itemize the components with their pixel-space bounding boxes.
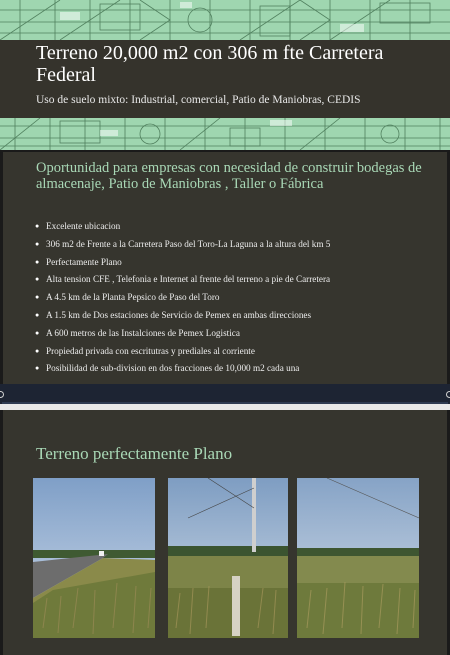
list-item bbox=[35, 218, 445, 236]
land-use-subtitle: Uso de suelo mixto: Industrial, comercial, Patio de Maniobras, CEDIS bbox=[36, 94, 361, 106]
land-photo-field bbox=[297, 478, 419, 638]
list-item-text: Perfectamente Plano bbox=[46, 256, 122, 267]
bullet-icon: ● bbox=[35, 310, 40, 319]
feature-list bbox=[35, 218, 445, 378]
land-photo-post bbox=[168, 478, 288, 638]
header-banner bbox=[0, 0, 450, 150]
list-item bbox=[35, 360, 445, 378]
architectural-pattern bbox=[0, 0, 450, 40]
bullet-icon: ● bbox=[35, 275, 40, 284]
list-item-text: Excelente ubicacion bbox=[46, 221, 121, 231]
features-panel bbox=[3, 152, 447, 384]
bullet-icon: ● bbox=[35, 257, 40, 266]
list-item bbox=[35, 289, 445, 307]
list-item-text: Alta tension CFE , Telefonia e Internet al frente del terreno a pie de Carretera bbox=[46, 274, 331, 285]
gallery-title: Terreno perfectamente Plano bbox=[36, 444, 233, 463]
list-item bbox=[35, 307, 445, 325]
bullet-icon: ● bbox=[35, 293, 40, 302]
list-item bbox=[35, 343, 445, 361]
list-item-text: A 1.5 km de Dos estaciones de Servicio de Pemex en ambas direcciones bbox=[46, 309, 312, 320]
divider-strip bbox=[0, 384, 450, 404]
bullet-icon: ● bbox=[35, 239, 40, 248]
circle-handle-icon bbox=[446, 391, 450, 398]
bullet-icon: ● bbox=[35, 328, 40, 337]
listing-title: Terreno 20,000 m2 con 306 m fte Carretera Federal bbox=[36, 42, 384, 86]
architectural-pattern bbox=[0, 118, 450, 150]
list-item-text: A 4.5 km de la Planta Pepsico de Paso del Toro bbox=[46, 292, 220, 303]
bullet-icon: ● bbox=[35, 364, 40, 373]
list-item-text: A 600 metros de las Instalciones de Pemex Logistica bbox=[46, 327, 240, 338]
list-item-text: 306 m2 de Frente a la Carretera Paso del Toro-La Laguna a la altura del km 5 bbox=[46, 238, 331, 249]
list-item bbox=[35, 271, 445, 289]
list-item bbox=[35, 254, 445, 272]
bullet-icon: ● bbox=[35, 222, 40, 230]
list-item-text: Propiedad privada con escritutras y prediales al corriente bbox=[46, 345, 255, 356]
list-item bbox=[35, 325, 445, 343]
bullet-icon: ● bbox=[35, 346, 40, 355]
opportunity-heading: Oportunidad para empresas con necesidad de construir bodegas de almacenaje, Patio de Maniobras , Taller o Fábrica bbox=[36, 160, 422, 192]
list-item bbox=[35, 236, 445, 254]
circle-handle-icon bbox=[0, 391, 4, 398]
land-photo-road bbox=[33, 478, 155, 638]
gallery-panel bbox=[3, 410, 447, 655]
list-item-text: Posibilidad de sub-division en dos fracciones de 10,000 m2 cada una bbox=[46, 363, 300, 374]
